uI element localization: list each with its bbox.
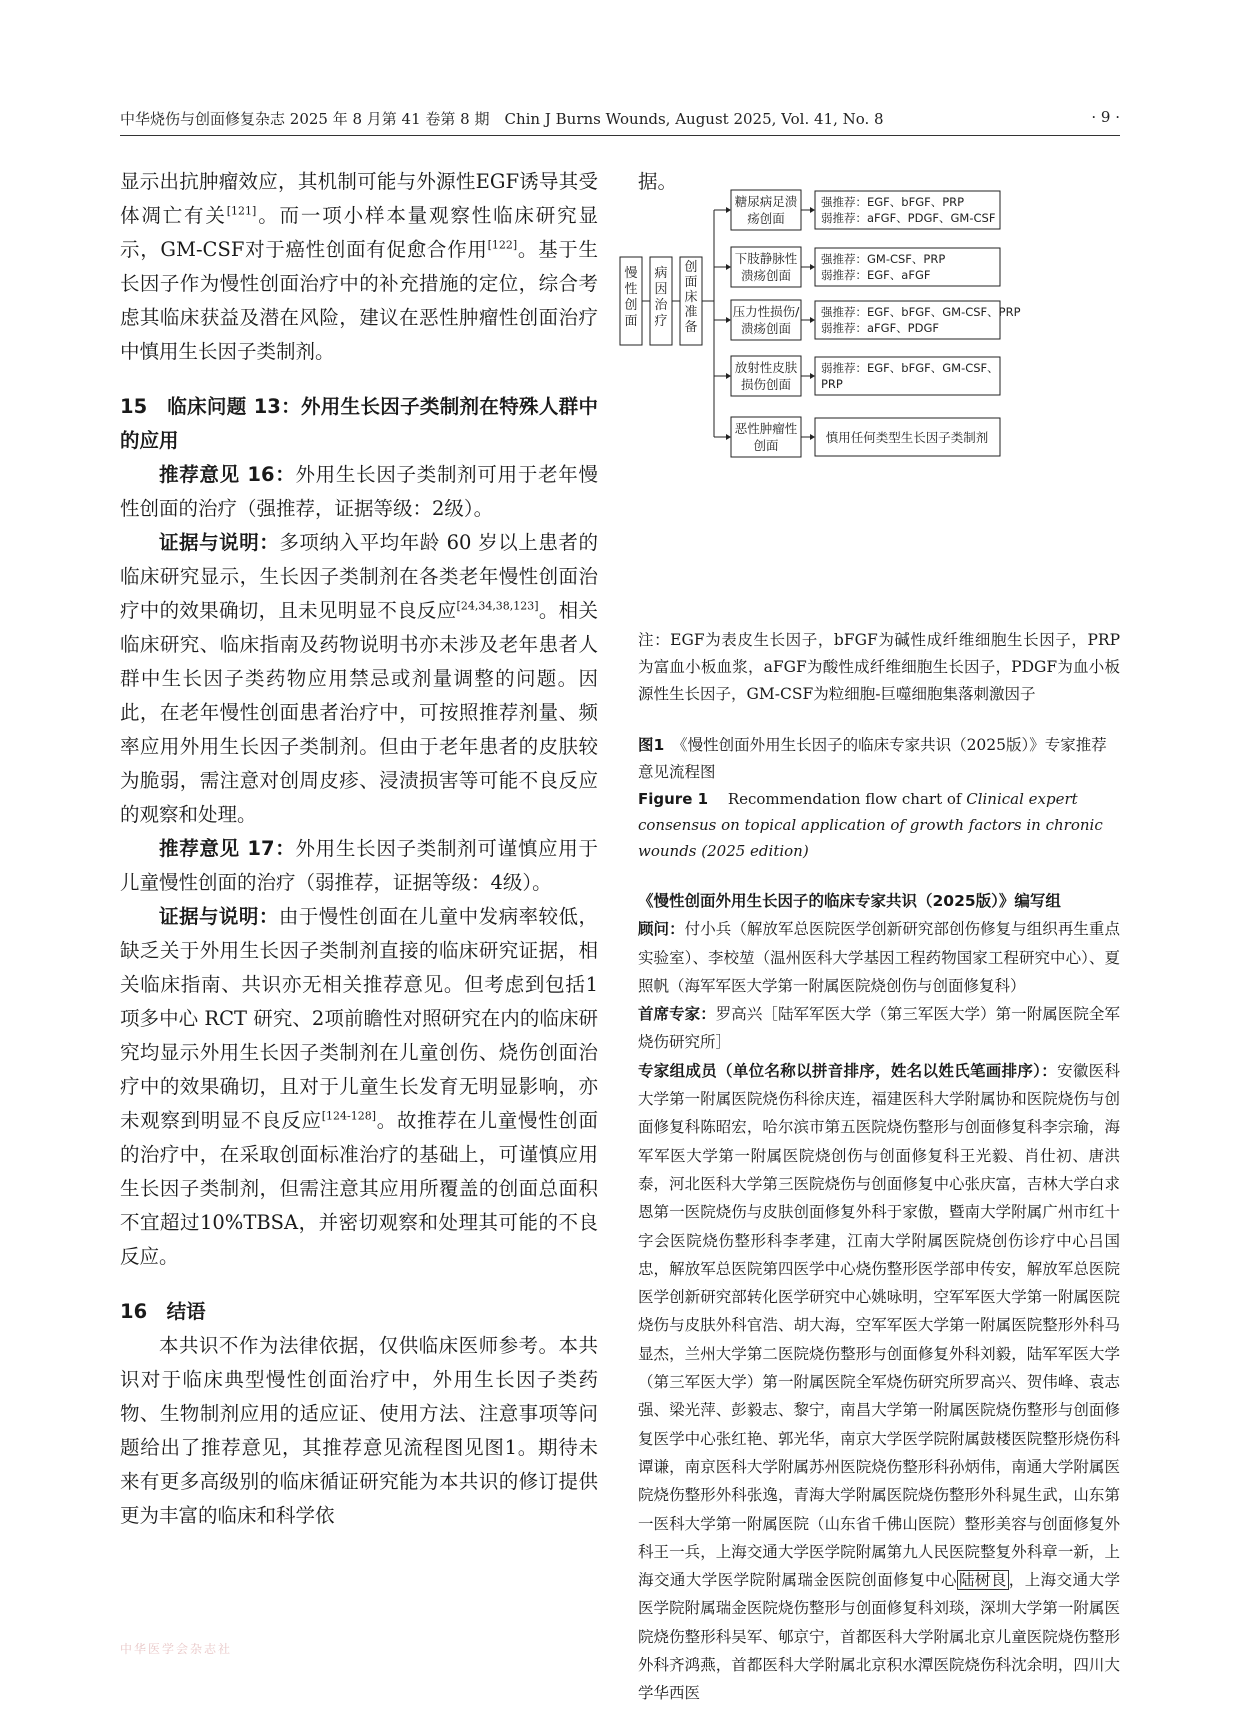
flow-arrow — [810, 317, 815, 323]
flow-arrow — [810, 373, 815, 379]
paragraph-end: 据。 — [638, 170, 678, 193]
paragraph-continued: 显示出抗肿瘤效应，其机制可能与外源性EGF诱导其受体凋亡有关[121]。而一项小样本量观察性临床研究显示，GM-CSF对于癌性创面有促愈合作用[122]。基于生长因子作为慢性创面治疗中的补充措施的定位，综合考虑其临床获益及潜在风险，建议在恶性肿瘤性创面治疗中慎用生长因子类制剂。 — [120, 170, 598, 363]
left-column — [120, 165, 598, 1533]
citation: [122] — [487, 238, 518, 252]
flow-step3-c5: 备 — [684, 320, 698, 335]
flow-step3-c2: 面 — [684, 275, 698, 290]
figure-caption-en: Figure 1 Recommendation flow chart of Clinical expert consensus on topical application of growth factors in chronic wounds (2025 edition) — [638, 790, 1103, 860]
committee-members: 专家组成员（单位名称以拼音排序，姓名以姓氏笔画排序）：安徽医科大学第一附属医院烧伤科徐庆连，福建医科大学附属协和医院烧伤与创面修复科陈昭宏，哈尔滨市第五医院烧伤整形与创面修复科李宗瑜，海军军医大学第一附属医院烧创伤与创面修复科王光毅、肖仕初、唐洪泰，河北医科大学第三医院烧伤与创面修复中心张庆富，吉林大学白求恩第一医院烧伤与皮肤创面修复外科于家傲，暨南大学附属广州市红十字会医院烧伤整形科李孝建，江南大学附属医院烧创伤诊疗中心吕国忠，解放军总医院第四医学中心烧伤整形医学部申传安，解放军总医院医学创新研究部转化医学研究中心姚咏明，空军军医大学第一附属医院烧伤与皮肤外科官浩、胡大海，空军军医大学第一附属医院整形外科马显杰，兰州大学第二医院烧伤整形与创面修复外科刘毅，陆军军医大学（第三军医大学）第一附属医院全军烧伤研究所罗高兴、贺伟峰、袁志强、梁光萍、彭毅志、黎宁，南昌大学第一附属医院烧伤整形与创面修复医学中心张红艳、郭光华，南京大学医学院附属鼓楼医院整形烧伤科谭谦，南京医科大学附属苏州医院烧伤整形科孙炳伟，南通大学附属医院烧伤整形外科张逸，青海大学附属医院烧伤整形外科晁生武，山东第一医科大学第一附属医院（山东省千佛山医院）整形美容与创面修复外科王一兵，上海交通大学医学院附属第九人民医院整复外科章一新，上海交通大学医学院附属瑞金医院创面修复中心 陆树良 ，上海交通大学医学院附属瑞金医院烧伤整形与创面修复科刘琰，深圳大学第一附属医院烧伤整形科吴军、郇京宁，首都医科大学附属北京儿童医院烧伤整形外科齐鸿燕，首都医科大学附属北京积水潭医院烧伤科沈余明，四川大学华西医 — [638, 1061, 1120, 1703]
advisors: 顾问：付小兵（解放军总医院医学创新研究部创伤修复与组织再生重点实验室）、李校堃（温州医科大学基因工程药物国家工程研究中心）、夏照帆（海军军医大学第一附属医院烧创伤与创面修复科） — [638, 920, 1120, 995]
flow-root-c3: 创 — [624, 298, 638, 313]
section-heading-16: 16 结语 — [120, 1300, 206, 1323]
evidence-16: 证据与说明：多项纳入平均年龄 60 岁以上患者的临床研究显示，生长因子类制剂在各类老年慢性创面治疗中的效果确切，且未见明显不良反应[24,34,38,123]。相关临床研究、临床指南及药物说明书亦未涉及老年患者人群中生长因子类药物应用禁忌或剂量调整的问题。因此，在老年慢性创面患者治疗中，可按照推荐剂量、频率应用外用生长因子类制剂。但由于老年患者的皮肤较为脆弱，需注意对创周皮疹、浸渍损害等可能不良反应的观察和处理。 — [120, 531, 598, 826]
recommendation-17: 推荐意见 17：外用生长因子类制剂可谨慎应用于儿童慢性创面的治疗（弱推荐，证据等级：4级）。 — [120, 837, 598, 894]
recommendation-flowchart — [624, 187, 1120, 617]
flow-wound-type-line1: 恶性肿瘤性 — [734, 421, 798, 436]
flow-arrow — [726, 264, 731, 270]
flow-recommendation-line2: PRP — [821, 377, 843, 391]
flow-wound-type-line2: 损伤创面 — [740, 377, 792, 392]
flow-arrow — [726, 373, 731, 379]
flow-recommendation-line1: 弱推荐：EGF、bFGF、GM-CSF、 — [821, 361, 999, 375]
flow-step2-c2: 因 — [654, 282, 668, 297]
flow-arrow — [726, 207, 731, 213]
flow-wound-type-line1: 糖尿病足溃 — [734, 194, 798, 209]
flow-recommendation-line2: 弱推荐：aFGF、PDGF、GM-CSF — [821, 211, 996, 225]
flow-step2-c1: 病 — [654, 266, 668, 281]
conclusion-paragraph: 本共识不作为法律依据，仅供临床医师参考。本共识对于临床典型慢性创面治疗中，外用生长因子类药物、生物制剂应用的适应证、使用方法、注意事项等问题给出了推荐意见，其推荐意见流程图见图1。期待未来有更多高级别的临床循证研究能为本共识的修订提供更为丰富的临床和科学依 — [120, 1334, 598, 1527]
header-rule — [120, 135, 1120, 136]
flow-root-c1: 慢 — [624, 266, 638, 281]
page-number: · 9 · — [1091, 108, 1120, 126]
flow-wound-type-line1: 放射性皮肤 — [734, 360, 798, 375]
citation: [24,34,38,123] — [456, 599, 539, 613]
flow-step3-c4: 准 — [684, 305, 698, 320]
citation: [121] — [226, 204, 257, 218]
right-column — [624, 165, 1120, 1703]
figure-note: 注：EGF为表皮生长因子，bFGF为碱性成纤维细胞生长因子，PRP为富血小板血浆，aFGF为酸性成纤维细胞生长因子，PDGF为血小板源性生长因子，GM-CSF为粒细胞-巨噬细胞集落刺激因子 — [638, 631, 1120, 703]
flow-arrow — [810, 264, 815, 270]
citation: [124-128] — [321, 1109, 377, 1123]
flow-root-c2: 性 — [624, 282, 638, 297]
journal-header-text: 中华烧伤与创面修复杂志 2025 年 8 月第 41 卷第 8 期 Chin J Burns Wounds, August 2025, Vol. 41, No. 8 — [120, 110, 884, 128]
running-header — [120, 108, 1120, 132]
figure-caption-cn: 图1 《慢性创面外用生长因子的临床专家共识（2025版）》专家推荐意见流程图 — [638, 736, 1107, 781]
flow-arrow — [810, 434, 815, 440]
committee-title: 《慢性创面外用生长因子的临床专家共识（2025版）》编写组 — [638, 892, 1061, 910]
flow-recommendation-line1: 强推荐：EGF、bFGF、PRP — [821, 195, 965, 209]
flow-recommendation-line1: 强推荐：GM-CSF、PRP — [821, 252, 946, 266]
flow-wound-type-line1: 压力性损伤/ — [732, 304, 800, 319]
flow-wound-type-line1: 下肢静脉性 — [734, 251, 798, 266]
flow-arrow — [726, 317, 731, 323]
flow-root-c4: 面 — [624, 314, 638, 329]
writing-committee — [638, 887, 1120, 1708]
flow-wound-type-line2: 疡创面 — [747, 211, 785, 226]
flow-step2-c3: 治 — [654, 298, 668, 313]
chief-expert: 首席专家：罗高兴［陆军军医大学（第三军医大学）第一附属医院全军烧伤研究所］ — [638, 1005, 1120, 1052]
flow-wound-type-line2: 溃疡创面 — [740, 321, 792, 336]
flow-step3-c3: 床 — [684, 290, 698, 305]
boxed-name: 陆树良 — [958, 1571, 1007, 1590]
flow-recommendation-line2: 弱推荐：EGF、aFGF — [821, 268, 931, 282]
flow-step2-c4: 疗 — [654, 314, 668, 329]
flow-recommendation-line1: 慎用任何类型生长因子类制剂 — [825, 430, 989, 445]
flow-wound-type-line2: 创面 — [753, 438, 779, 453]
flow-wound-type-line2: 溃疡创面 — [740, 268, 792, 283]
flow-arrow — [810, 207, 815, 213]
section-heading-15: 15 临床问题 13：外用生长因子类制剂在特殊人群中的应用 — [120, 395, 598, 452]
flow-recommendation-line2: 弱推荐：aFGF、PDGF — [821, 321, 940, 335]
flow-step3-c1: 创 — [684, 260, 698, 275]
publisher-watermark: 中华医学会杂志社 — [120, 1642, 233, 1656]
flow-arrow — [726, 434, 731, 440]
recommendation-16: 推荐意见 16：外用生长因子类制剂可用于老年慢性创面的治疗（强推荐，证据等级：2级）。 — [120, 463, 598, 520]
flow-recommendation-line1: 强推荐：EGF、bFGF、GM-CSF、PRP — [821, 305, 1021, 319]
evidence-17: 证据与说明：由于慢性创面在儿童中发病率较低，缺乏关于外用生长因子类制剂直接的临床研究证据，相关临床指南、共识亦无相关推荐意见。但考虑到包括1项多中心 RCT 研究、2项前瞻性对照研究在内的临床研究均显示外用生长因子类制剂在儿童创伤、烧伤创面治疗中的效果确切，且对于儿童生长发育无明显影响，亦未观察到明显不良反应[124-128]。故推荐在儿童慢性创面的治疗中，在采取创面标准治疗的基础上，可谨慎应用生长因子类制剂，但需注意其应用所覆盖的创面总面积不宜超过10%TBSA，并密切观察和处理其可能的不良反应。 — [120, 905, 598, 1268]
